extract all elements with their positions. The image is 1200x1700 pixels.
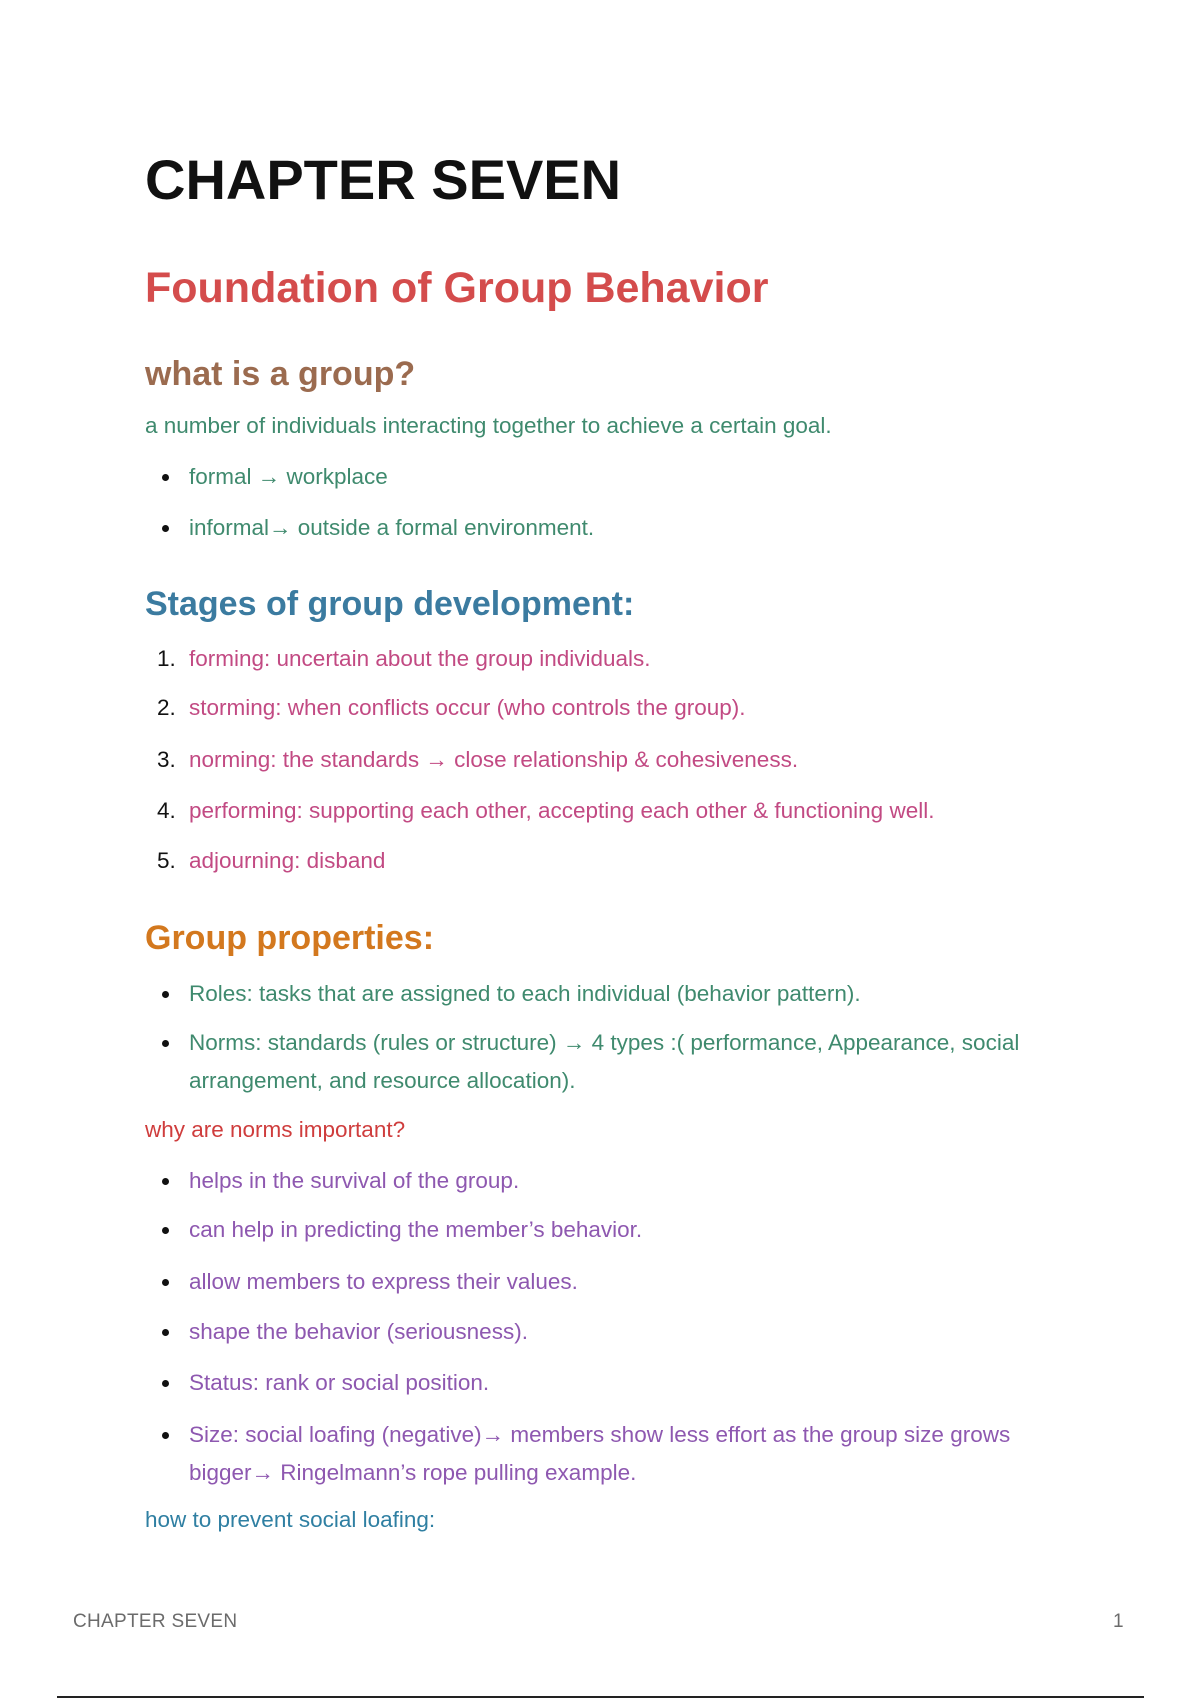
list-item-text: forming: uncertain about the group individuals. [189, 646, 651, 671]
norms-importance-list [145, 1162, 1035, 1492]
list-item [145, 1162, 1035, 1211]
list-number: 5. [157, 848, 176, 873]
heading-group-properties: Group properties: [145, 919, 435, 957]
list-item-text: Size: social loafing (negative)→ members show less effort as the group size grows bigger→ Ringelmann’s rope pulling example. [189, 1422, 1011, 1485]
prevent-social-loafing-heading: how to prevent social loafing: [145, 1507, 436, 1532]
heading-stages: Stages of group development: [145, 585, 635, 623]
bullet-icon [162, 1380, 169, 1387]
bullet-icon [162, 1329, 169, 1336]
footer-divider [57, 1696, 1144, 1698]
list-item [145, 1416, 1035, 1492]
main-title: Foundation of Group Behavior [145, 264, 769, 312]
chapter-title: CHAPTER SEVEN [145, 148, 622, 211]
list-item-text: norming: the standards → close relationship & cohesiveness. [189, 747, 799, 772]
list-item [145, 644, 1035, 693]
bullet-icon [162, 1279, 169, 1286]
list-item [145, 1313, 1035, 1364]
list-item-text: adjourning: disband [189, 848, 386, 873]
bullet-icon [162, 1432, 169, 1439]
list-item [145, 1024, 1035, 1100]
bullet-icon [162, 474, 169, 481]
list-number: 2. [157, 695, 176, 720]
bullet-icon [162, 1227, 169, 1234]
group-types-list [145, 458, 1035, 547]
bullet-icon [162, 991, 169, 998]
list-item-text: performing: supporting each other, accepting each other & functioning well. [189, 798, 935, 823]
list-number: 1. [157, 646, 176, 671]
list-item-text: Roles: tasks that are assigned to each individual (behavior pattern). [189, 981, 861, 1006]
norms-question: why are norms important? [145, 1117, 406, 1142]
list-item-text: shape the behavior (seriousness). [189, 1319, 528, 1344]
list-item [145, 1263, 1035, 1313]
footer-chapter-label: CHAPTER SEVEN [73, 1611, 238, 1632]
stages-list [145, 644, 1035, 876]
list-item [145, 975, 1035, 1013]
footer-page-number: 1 [1113, 1611, 1124, 1632]
list-item [145, 846, 1035, 876]
group-properties-list [145, 975, 1035, 1100]
list-item [145, 1364, 1035, 1416]
list-item-text: can help in predicting the member’s behavior. [189, 1217, 643, 1242]
list-item [145, 458, 1035, 509]
list-item [145, 509, 1035, 547]
heading-what-is-a-group: what is a group? [145, 355, 416, 393]
list-item-text: allow members to express their values. [189, 1269, 578, 1294]
list-item [145, 796, 1035, 846]
group-definition: a number of individuals interacting together to achieve a certain goal. [145, 413, 832, 438]
list-item [145, 693, 1035, 745]
bullet-icon [162, 525, 169, 532]
list-item-text: formal → workplace [189, 464, 388, 489]
bullet-icon [162, 1040, 169, 1047]
bullet-icon [162, 1178, 169, 1185]
list-item-text: storming: when conflicts occur (who controls the group). [189, 695, 746, 720]
list-item-text: informal→ outside a formal environment. [189, 515, 595, 540]
list-number: 4. [157, 798, 176, 823]
list-item-text: helps in the survival of the group. [189, 1168, 520, 1193]
list-number: 3. [157, 747, 176, 772]
list-item-text: Norms: standards (rules or structure) → 4 types :( performance, Appearance, social arrangement, and resource allocation). [189, 1030, 1020, 1093]
list-item [145, 1211, 1035, 1263]
list-item-text: Status: rank or social position. [189, 1370, 490, 1395]
list-item [145, 745, 1035, 796]
